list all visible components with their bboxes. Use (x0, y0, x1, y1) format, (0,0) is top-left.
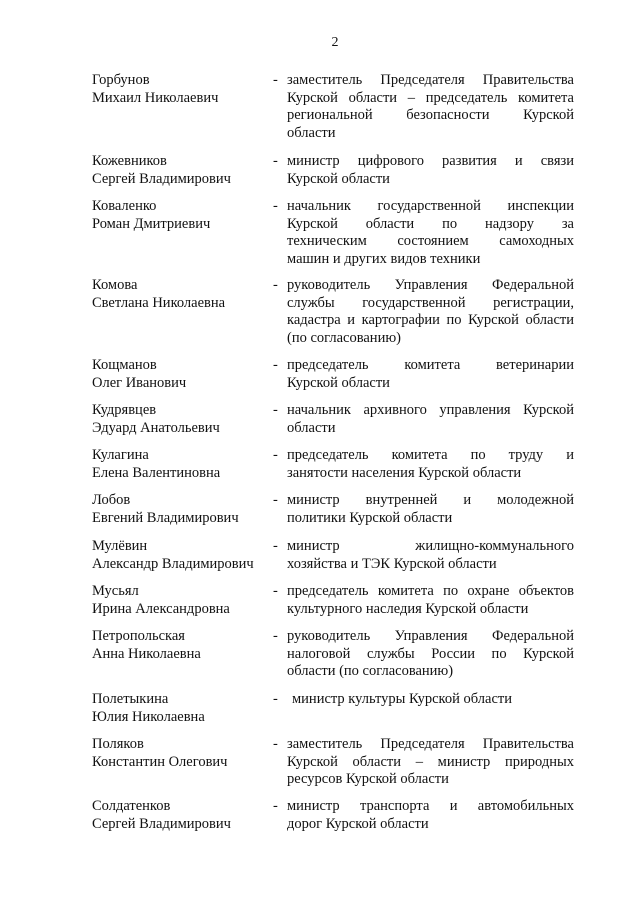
position-line: культурного наследия Курской области (287, 600, 529, 617)
member-position (287, 628, 574, 681)
dash-separator: - (273, 402, 278, 418)
position-line: занятости населения Курской области (287, 464, 522, 481)
member-surname: Кудрявцев (92, 402, 157, 418)
member-surname: Кожевников (92, 153, 167, 169)
dash-separator: - (273, 628, 278, 644)
dash-separator: - (273, 798, 278, 814)
member-position (287, 538, 574, 573)
position-line: области (по согласованию) (287, 663, 454, 679)
member-surname: Мулёвин (92, 538, 148, 554)
member-position (287, 447, 574, 482)
member-name (92, 538, 272, 573)
member-given-names: Роман Дмитриевич (92, 215, 211, 232)
position-line: ресурсов Курской области (287, 771, 449, 787)
member-position (287, 583, 574, 618)
dash-separator: - (273, 583, 278, 599)
member-surname: Мусьял (92, 583, 139, 599)
member-name (92, 357, 272, 392)
dash-separator: - (273, 153, 278, 169)
member-given-names: Сергей Владимирович (92, 815, 231, 832)
position-line: Курской области – председатель комитета (287, 89, 574, 106)
position-line: министр внутренней и молодежной (287, 492, 574, 508)
member-surname: Кулагина (92, 447, 149, 463)
member-given-names: Олег Иванович (92, 374, 187, 391)
member-name (92, 492, 272, 527)
member-given-names: Сергей Владимирович (92, 170, 231, 187)
member-surname: Солдатенков (92, 798, 171, 814)
member-surname: Лобов (92, 492, 131, 508)
dash-separator: - (273, 492, 278, 508)
member-position (287, 153, 574, 188)
member-given-names: Анна Николаевна (92, 645, 201, 662)
member-name (92, 447, 272, 482)
member-surname: Полетыкина (92, 691, 169, 707)
dash-separator: - (273, 447, 278, 463)
member-position (292, 691, 579, 709)
dash-separator: - (273, 198, 278, 214)
member-given-names: Александр Владимирович (92, 555, 254, 572)
position-line: председатель комитета ветеринарии (287, 357, 574, 373)
member-surname: Поляков (92, 736, 144, 752)
position-line: службы государственной регистрации, (287, 294, 574, 311)
member-name (92, 583, 272, 618)
member-position (287, 492, 574, 527)
member-given-names: Константин Олегович (92, 753, 228, 770)
position-line: политики Курской области (287, 509, 453, 526)
dash-separator: - (273, 736, 278, 752)
position-line: техническим состоянием самоходных (287, 233, 574, 249)
position-line: министр жилищно-коммунального (287, 538, 574, 554)
page-number: 2 (331, 35, 339, 50)
position-line: руководитель Управления Федеральной (287, 628, 574, 644)
member-given-names: Михаил Николаевич (92, 89, 219, 106)
member-name (92, 277, 272, 312)
member-position (287, 798, 574, 833)
member-given-names: Ирина Александровна (92, 600, 230, 617)
position-line: председатель комитета по охране объектов (287, 583, 574, 599)
member-surname: Коваленко (92, 198, 157, 214)
dash-separator: - (273, 72, 278, 88)
member-given-names: Елена Валентиновна (92, 464, 221, 481)
member-name (92, 198, 272, 233)
dash-separator: - (273, 277, 278, 293)
position-line: хозяйства и ТЭК Курской области (287, 555, 497, 572)
position-line: начальник архивного управления Курской (287, 402, 574, 418)
member-position (287, 357, 574, 392)
position-line: министр цифрового развития и связи (287, 153, 574, 169)
position-line: Курской области (287, 170, 390, 187)
member-name (92, 153, 272, 188)
member-position (287, 402, 574, 437)
member-given-names: Юлия Николаевна (92, 708, 205, 725)
position-line: региональной безопасности Курской (287, 107, 574, 123)
position-line: Курской области – министр природных (287, 753, 574, 770)
position-line: области (287, 419, 336, 436)
member-surname: Петропольская (92, 628, 185, 644)
dash-separator: - (273, 357, 278, 373)
member-given-names: Эдуард Анатольевич (92, 419, 220, 436)
position-line: министр транспорта и автомобильных (287, 798, 574, 814)
position-line: председатель комитета по труду и (287, 447, 574, 463)
member-position (287, 277, 574, 347)
member-surname: Комова (92, 277, 138, 293)
dash-separator: - (273, 538, 278, 554)
member-name (92, 798, 272, 833)
member-surname: Горбунов (92, 72, 150, 88)
member-position (287, 72, 574, 142)
position-line: заместитель Председателя Правительства (287, 736, 574, 752)
position-line: машин и других видов техники (287, 250, 481, 267)
dash-separator: - (273, 691, 278, 707)
position-line: Курской области (287, 374, 390, 391)
member-name (92, 736, 272, 771)
position-line: дорог Курской области (287, 815, 429, 832)
position-line: области (287, 124, 336, 141)
member-given-names: Светлана Николаевна (92, 294, 226, 311)
member-name (92, 691, 272, 726)
member-name (92, 402, 272, 437)
position-line: заместитель Председателя Правительства (287, 72, 574, 88)
position-line: (по согласованию) (287, 329, 401, 346)
position-line: министр культуры Курской области (292, 691, 512, 707)
position-line: кадастра и картографии по Курской области (287, 312, 574, 328)
member-position (287, 198, 574, 268)
position-line: налоговой службы России по Курской (287, 645, 574, 662)
position-line: Курской области по надзору за (287, 215, 574, 232)
position-line: начальник государственной инспекции (287, 198, 574, 214)
member-surname: Кощманов (92, 357, 157, 373)
member-name (92, 628, 272, 663)
member-name (92, 72, 272, 107)
member-position (287, 736, 574, 789)
position-line: руководитель Управления Федеральной (287, 277, 574, 293)
member-given-names: Евгений Владимирович (92, 509, 239, 526)
